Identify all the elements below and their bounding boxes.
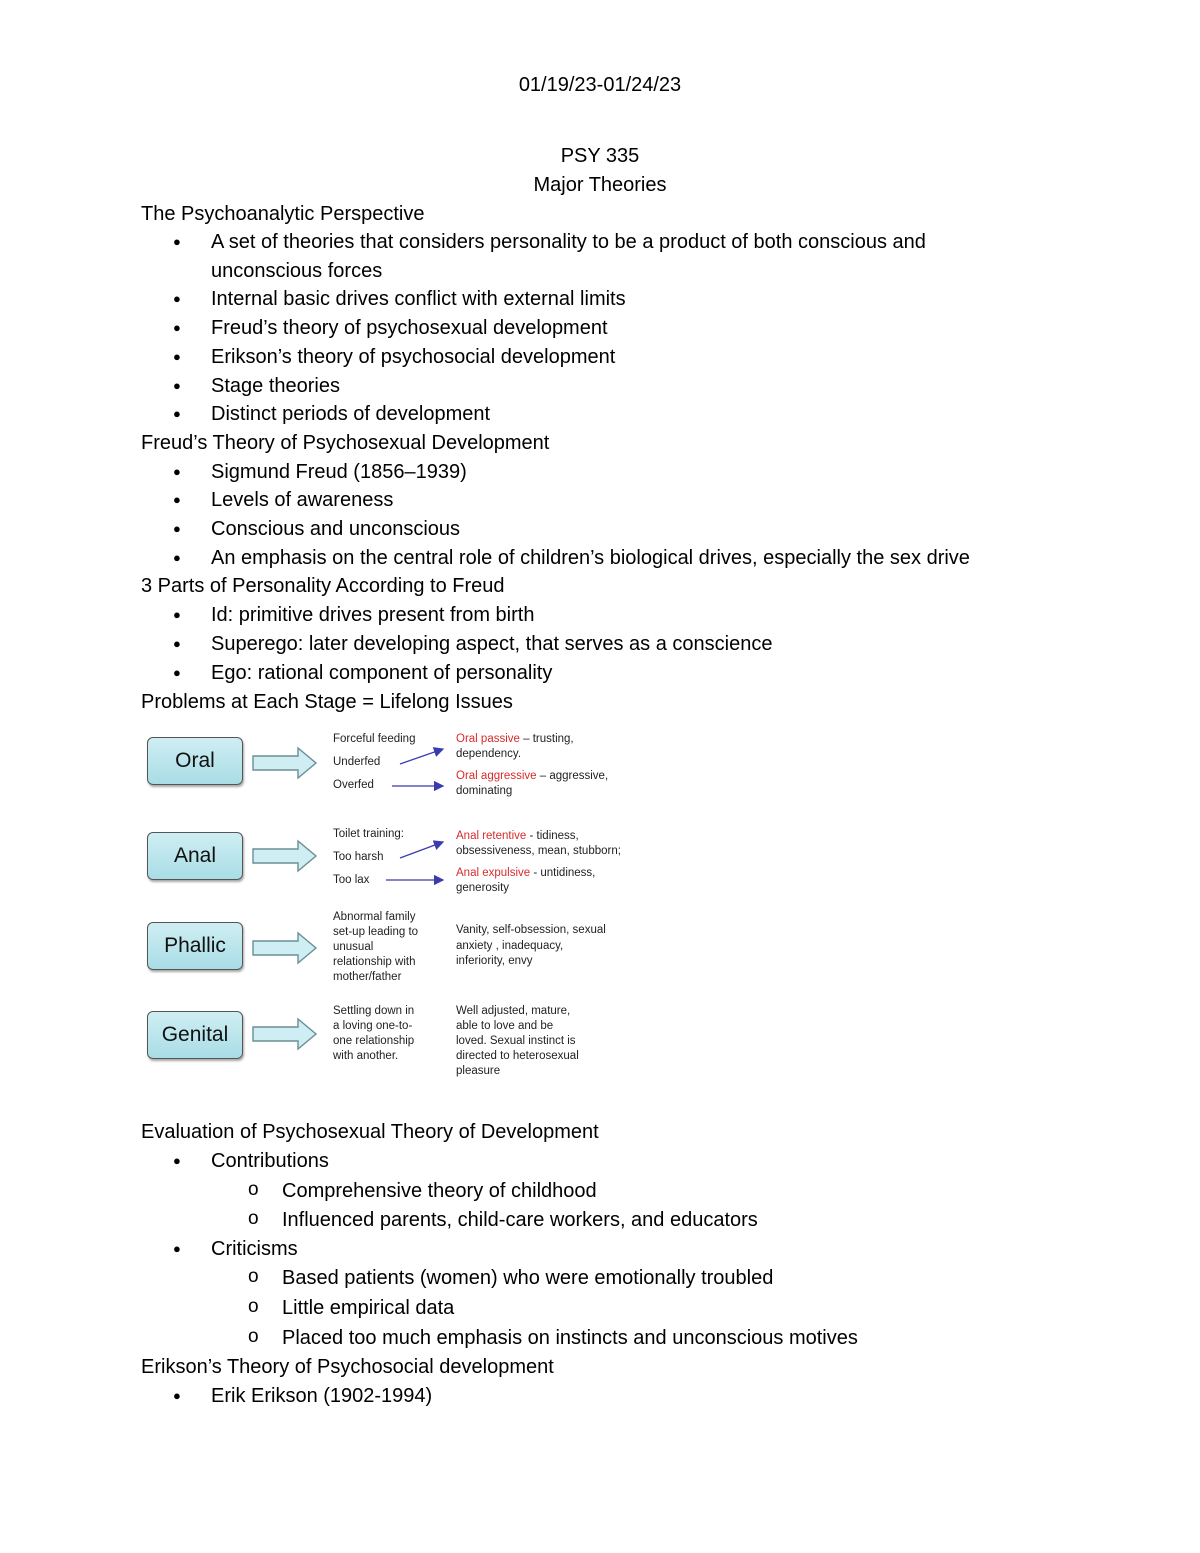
stage-box-genital: Genital xyxy=(147,1011,243,1059)
section-heading-erikson: Erikson’s Theory of Psychosocial development xyxy=(141,1356,554,1378)
anal-cause: Toilet training: xyxy=(333,828,404,840)
list-item: ● Contributions xyxy=(211,1150,329,1173)
stage-box-phallic: Phallic xyxy=(147,922,243,970)
list-item: ● Sigmund Freud (1856–1939) xyxy=(211,461,467,484)
anal-effect-retentive-line2: obsessiveness, mean, stubborn; xyxy=(456,845,621,857)
section-heading-evaluation: Evaluation of Psychosexual Theory of Development xyxy=(141,1121,599,1143)
genital-effect: directed to heterosexual xyxy=(456,1050,579,1062)
genital-effect: able to love and be xyxy=(456,1020,554,1032)
phallic-cause: relationship with xyxy=(333,956,416,968)
phallic-effect: anxiety , inadequacy, xyxy=(456,940,564,952)
date-range: 01/19/23-01/24/23 xyxy=(518,74,682,96)
list-item: ● Stage theories xyxy=(211,375,340,398)
phallic-cause: mother/father xyxy=(333,971,402,983)
section-heading-psychoanalytic: The Psychoanalytic Perspective xyxy=(141,203,425,225)
section-heading-freud: Freud’s Theory of Psychosexual Development xyxy=(141,432,550,454)
oral-cause: Forceful feeding xyxy=(333,733,416,745)
anal-effect-expulsive: Anal expulsive - untidiness, xyxy=(456,867,596,879)
oral-cause: Overfed xyxy=(333,779,374,791)
genital-cause: one relationship xyxy=(333,1035,415,1047)
list-item-continuation: unconscious forces xyxy=(211,260,383,282)
section-heading-problems: Problems at Each Stage = Lifelong Issues xyxy=(141,691,513,713)
genital-effect: pleasure xyxy=(456,1065,501,1077)
list-item: ● Freud’s theory of psychosexual development xyxy=(211,317,608,340)
list-item: ● An emphasis on the central role of children’s biological drives, especially the sex drive xyxy=(211,547,970,570)
list-item: ● Levels of awareness xyxy=(211,489,393,512)
course-code: PSY 335 xyxy=(560,145,640,167)
list-item: ● Internal basic drives conflict with external limits xyxy=(211,288,626,311)
genital-effect: loved. Sexual instinct is xyxy=(456,1035,576,1047)
list-item: ● Superego: later developing aspect, that serves as a conscience xyxy=(211,633,772,656)
list-item: ● Conscious and unconscious xyxy=(211,518,460,541)
anal-effect-expulsive-line2: generosity xyxy=(456,882,510,894)
oral-effect-aggressive: Oral aggressive – aggressive, xyxy=(456,770,609,782)
anal-cause: Too lax xyxy=(333,874,370,886)
arrow-line xyxy=(400,842,443,858)
phallic-cause: Abnormal family xyxy=(333,911,416,923)
anal-effect-retentive: Anal retentive - tidiness, xyxy=(456,830,579,842)
page-title: Major Theories xyxy=(533,174,667,196)
stage-box-anal: Anal xyxy=(147,832,243,880)
list-item: ● Ego: rational component of personality xyxy=(211,662,552,685)
oral-cause: Underfed xyxy=(333,756,381,768)
oral-effect-aggressive-line2: dominating xyxy=(456,785,513,797)
link-arrows xyxy=(380,730,460,890)
right-arrow-icon xyxy=(252,1017,318,1051)
list-item: ● Erikson’s theory of psychosocial development xyxy=(211,346,615,369)
oral-effect-passive: Oral passive – trusting, xyxy=(456,733,574,745)
sub-list-item: o Comprehensive theory of childhood xyxy=(282,1180,597,1203)
arrow-line xyxy=(400,749,443,764)
list-item: ● Criticisms xyxy=(211,1238,298,1261)
right-arrow-icon xyxy=(252,931,318,965)
oral-effect-passive-line2: dependency. xyxy=(456,748,522,760)
sub-list-item: o Influenced parents, child-care workers, and educators xyxy=(282,1209,758,1232)
genital-cause: a loving one-to- xyxy=(333,1020,413,1032)
phallic-cause: unusual xyxy=(333,941,374,953)
anal-cause: Too harsh xyxy=(333,851,384,863)
list-item: ● Distinct periods of development xyxy=(211,403,490,426)
right-arrow-icon xyxy=(252,746,318,780)
section-heading-parts: 3 Parts of Personality According to Freud xyxy=(141,575,505,597)
list-item: ● A set of theories that considers personality to be a product of both conscious and xyxy=(211,231,926,254)
genital-effect: Well adjusted, mature, xyxy=(456,1005,571,1017)
sub-list-item: o Little empirical data xyxy=(282,1297,454,1320)
sub-list-item: o Based patients (women) who were emotionally troubled xyxy=(282,1267,773,1290)
stage-box-oral: Oral xyxy=(147,737,243,785)
sub-list-item: o Placed too much emphasis on instincts and unconscious motives xyxy=(282,1327,858,1350)
phallic-effect: inferiority, envy xyxy=(456,955,533,967)
genital-cause: Settling down in xyxy=(333,1005,415,1017)
right-arrow-icon xyxy=(252,839,318,873)
phallic-cause: set-up leading to xyxy=(333,926,419,938)
phallic-effect: Vanity, self-obsession, sexual xyxy=(456,924,606,936)
list-item: ● Erik Erikson (1902-1994) xyxy=(211,1385,432,1408)
list-item: ● Id: primitive drives present from birth xyxy=(211,604,534,627)
genital-cause: with another. xyxy=(333,1050,399,1062)
